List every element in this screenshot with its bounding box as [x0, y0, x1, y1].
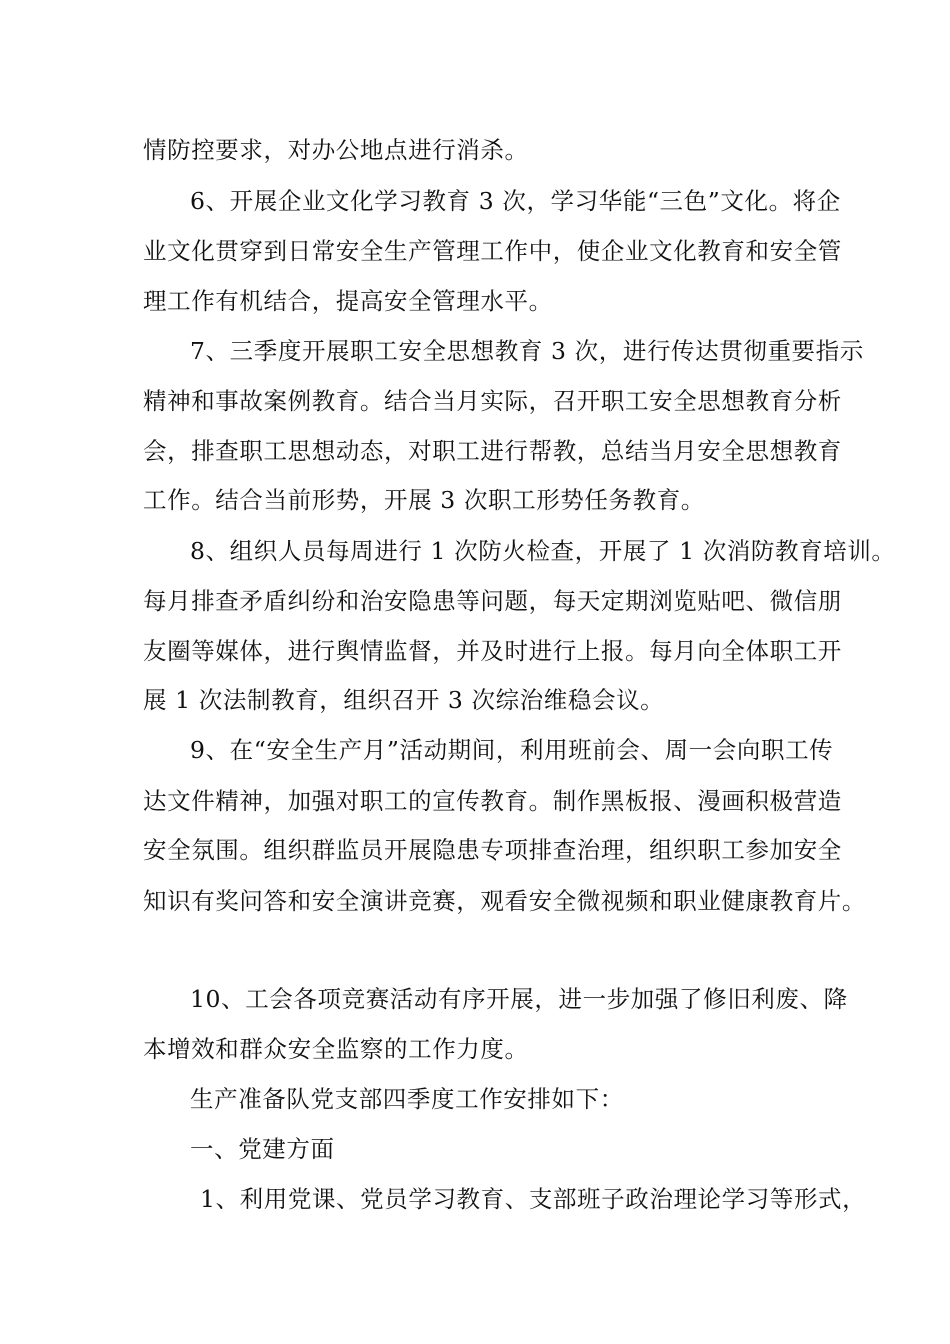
- text-line-11: 友圈等媒体，进行舆情监督，并及时进行上报。每月向全体职工开: [143, 637, 842, 665]
- text-line-20: 一、党建方面: [190, 1135, 335, 1163]
- text-line-15: 安全氛围。组织群监员开展隐患专项排查治理，组织职工参加安全: [143, 836, 842, 864]
- text-line-19: 生产准备队党支部四季度工作安排如下：: [190, 1085, 624, 1113]
- text-line-18: 本增效和群众安全监察的工作力度。: [143, 1035, 529, 1063]
- text-line-12: 展 1 次法制教育，组织召开 3 次综治维稳会议。: [143, 686, 665, 714]
- text-line-4: 理工作有机结合，提高安全管理水平。: [143, 287, 553, 315]
- text-line-3: 业文化贯穿到日常安全生产管理工作中，使企业文化教育和安全管: [143, 237, 842, 265]
- text-line-6: 精神和事故案例教育。结合当月实际，召开职工安全思想教育分析: [143, 387, 842, 415]
- text-line-9: 8、组织人员每周进行 1 次防火检查，开展了 1 次消防教育培训。: [190, 537, 896, 565]
- text-line-21: 1、利用党课、党员学习教育、支部班子政治理论学习等形式，: [200, 1185, 867, 1213]
- text-line-1: 情防控要求，对办公地点进行消杀。: [143, 136, 529, 164]
- text-line-2: 6、开展企业文化学习教育 3 次，学习华能“三色”文化。将企: [190, 187, 841, 215]
- text-line-13: 9、在“安全生产月”活动期间，利用班前会、周一会向职工传: [190, 736, 834, 764]
- text-line-8: 工作。结合当前形势，开展 3 次职工形势任务教育。: [143, 486, 705, 514]
- text-line-17: 10、工会各项竞赛活动有序开展，进一步加强了修旧利废、降: [190, 985, 848, 1013]
- text-line-16: 知识有奖问答和安全演讲竞赛，观看安全微视频和职业健康教育片。: [143, 887, 866, 915]
- text-line-14: 达文件精神，加强对职工的宣传教育。制作黑板报、漫画积极营造: [143, 787, 842, 815]
- text-line-5: 7、三季度开展职工安全思想教育 3 次，进行传达贯彻重要指示: [190, 337, 864, 365]
- text-line-7: 会，排查职工思想动态，对职工进行帮教，总结当月安全思想教育: [143, 437, 842, 465]
- text-line-10: 每月排查矛盾纠纷和治安隐患等问题，每天定期浏览贴吧、微信朋: [143, 587, 842, 615]
